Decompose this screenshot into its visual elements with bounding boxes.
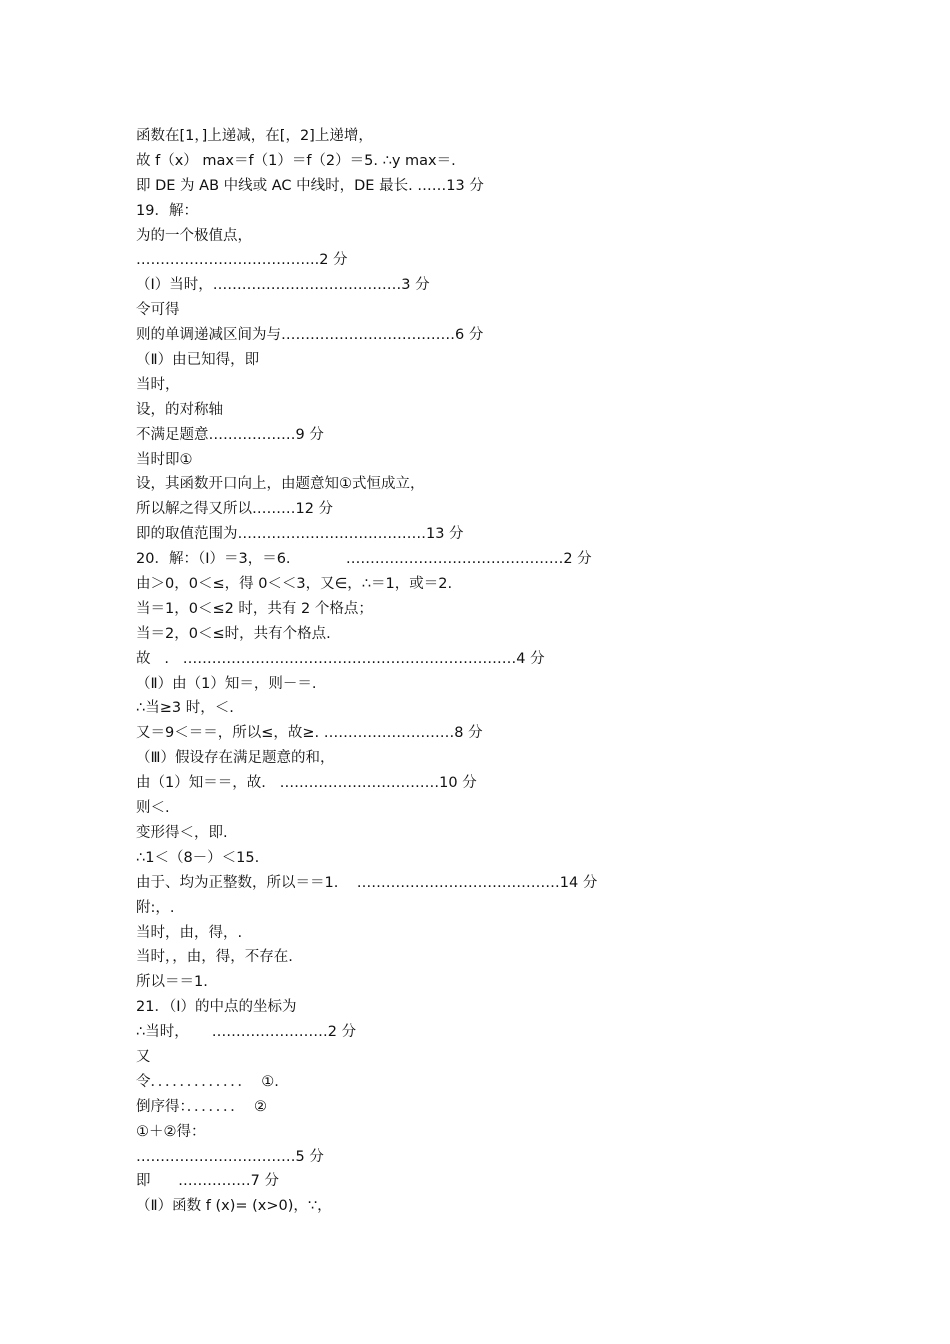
- text-line: （Ⅱ）由已知得，即: [136, 352, 260, 369]
- text-line: 当＝2，0＜≤时，共有个格点.: [136, 625, 331, 642]
- text-line: 倒序得：．．．．．．． ②: [136, 1098, 267, 1115]
- text-line: ………………………………..2 分: [136, 252, 348, 269]
- text-line: 则＜.: [136, 800, 170, 817]
- text-line: 故 . ……………………………………………………………4 分: [136, 650, 545, 667]
- text-line: 所以解之得又所以………12 分: [136, 501, 334, 518]
- document-text: [136, 124, 856, 1219]
- text-line: 19．解：: [136, 202, 198, 219]
- text-line: 21．（Ⅰ）的中点的坐标为: [136, 999, 297, 1016]
- text-line: 即 DE 为 AB 中线或 AC 中线时，DE 最长. ……13 分: [136, 177, 484, 194]
- text-line: 函数在[1，]上递减，在[，2]上递增，: [136, 128, 373, 144]
- text-line: 令．．．．．．．．．．．．． ①.: [136, 1073, 279, 1090]
- text-line: 当时，，由，得，不存在.: [136, 949, 293, 966]
- text-line: ①＋②得：: [136, 1123, 206, 1140]
- text-line: （Ⅰ）当时，…………………………………3 分: [136, 277, 430, 294]
- text-line: 令可得: [136, 302, 180, 319]
- text-line: 则的单调递减区间为与………………………………6 分: [136, 327, 484, 344]
- text-line: 设，的对称轴: [136, 401, 223, 418]
- text-line: 当时，由，得，.: [136, 924, 243, 941]
- text-line: 由于、均为正整数，所以＝＝1. ……………………………………14 分: [136, 874, 598, 891]
- text-line: 由＞0，0＜≤，得 0＜＜3，又∈，∴＝1，或＝2.: [136, 576, 453, 593]
- text-line: ∴当时， ……………………2 分: [136, 1024, 357, 1041]
- text-line: 20．解：（Ⅰ）＝3，＝6. ………………………………………2 分: [136, 551, 592, 568]
- text-line: 变形得＜，即.: [136, 824, 228, 841]
- text-line: 当时，: [136, 376, 180, 393]
- text-line: 附:，.: [136, 899, 175, 916]
- text-line: ∴当≥3 时，＜.: [136, 700, 234, 717]
- text-line: 由（1）知＝＝，故. ……………………………10 分: [136, 775, 477, 792]
- text-line: 又＝9＜＝＝，所以≤，故≥. ………………………8 分: [136, 725, 483, 742]
- text-line: 所以＝＝1.: [136, 974, 208, 991]
- text-line: 即 ……………7 分: [136, 1173, 279, 1190]
- text-line: 故 f（x） max＝f（1）＝f（2）＝5. ∴y max＝.: [136, 152, 456, 169]
- text-line: 即的取值范围为…………………………………13 分: [136, 526, 464, 543]
- text-line: 设，其函数开口向上，由题意知①式恒成立，: [136, 476, 425, 493]
- text-line: 为的一个极值点，: [136, 227, 252, 244]
- text-line: ∴1＜（8－）＜15.: [136, 849, 260, 866]
- text-line: （Ⅲ）假设存在满足题意的和，: [136, 750, 335, 767]
- text-line: 不满足题意………………9 分: [136, 426, 324, 443]
- text-line: （Ⅱ）由（1）知＝，则－＝.: [136, 675, 317, 692]
- text-line: ……………………………5 分: [136, 1148, 324, 1165]
- text-line: 又: [136, 1048, 151, 1065]
- text-line: 当＝1，0＜≤2 时，共有 2 个格点；: [136, 600, 373, 617]
- text-line: （Ⅱ）函数 f (x)= (x>0)，∵，: [136, 1198, 332, 1215]
- text-line: 当时即①: [136, 451, 193, 468]
